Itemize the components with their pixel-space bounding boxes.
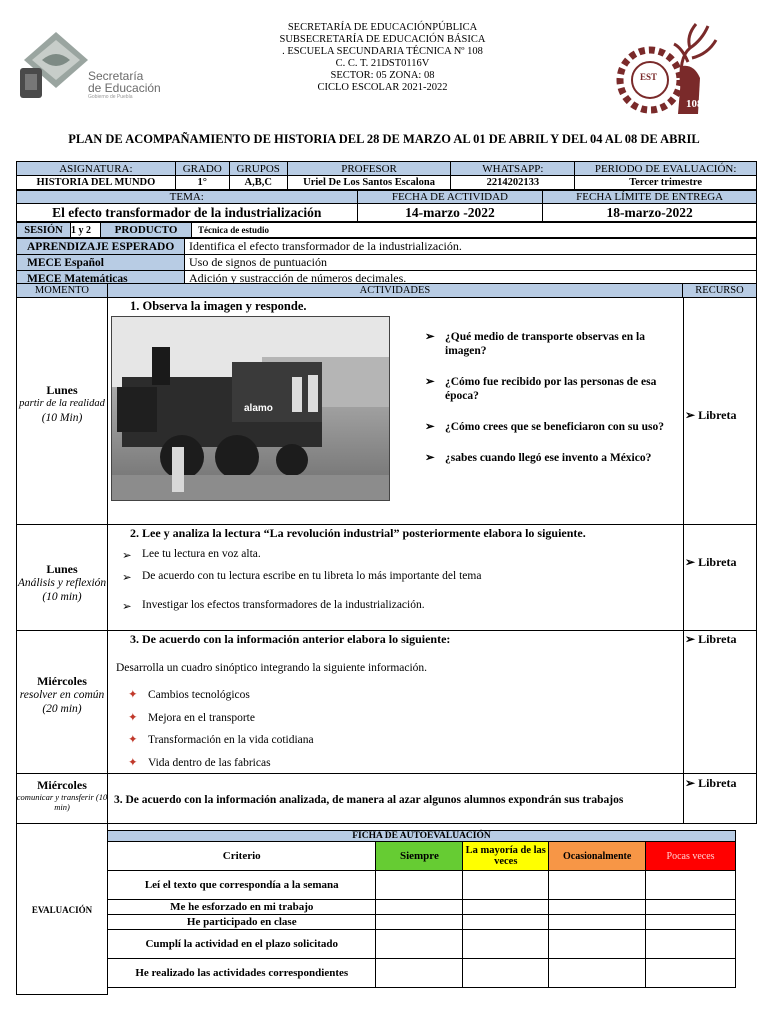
- list-item-text: Vida dentro de las fabricas: [148, 756, 271, 769]
- criterion-cell: Cumplí la actividad en el plazo solicitado: [108, 930, 376, 959]
- activity-3-recurso: ➢ Libreta: [685, 632, 737, 646]
- list-item: ✦ Vida dentro de las fabricas: [128, 756, 271, 769]
- activity-2-recurso: ➢ Libreta: [685, 555, 737, 569]
- question-item: ➢ ¿Qué medio de transporte observas en la imagen?: [425, 331, 645, 357]
- tema-value: El efecto transformador de la industrialización: [17, 204, 358, 222]
- info-table: [16, 161, 757, 190]
- activity-4-recurso: ➢ Libreta: [685, 776, 737, 790]
- row-divider: [16, 630, 757, 631]
- locomotive-photo: [111, 316, 390, 501]
- actividades-header: ACTIVIDADES: [107, 284, 682, 298]
- question-text: ¿sabes cuando llegó ese invento a México?: [445, 452, 652, 464]
- header-periodo: PERIODO DE EVALUACIÓN:: [575, 162, 757, 176]
- activity-3-momento: [16, 674, 108, 716]
- scale-ocasionalmente: Ocasionalmente: [549, 842, 646, 871]
- list-item: ✦ Mejora en el transporte: [128, 711, 255, 724]
- fecha-actividad-label: FECHA DE ACTIVIDAD: [357, 191, 543, 204]
- school-logo-number: 108: [686, 98, 703, 110]
- activity-2-title: 2. Lee y analiza la lectura “La revolución industrial” posteriormente elabora lo siguiente.: [130, 526, 586, 540]
- value-grupos: A,B,C: [229, 176, 287, 190]
- header-line-6: CICLO ESCOLAR 2021-2022: [317, 82, 448, 93]
- list-item: ➢ Lee tu lectura en voz alta.: [122, 548, 261, 562]
- activity-1-day: Lunes: [46, 383, 78, 397]
- criterion-cell: He realizado las actividades correspondientes: [108, 959, 376, 988]
- activities-header: [16, 283, 757, 298]
- header-line-3: . ESCUELA SECUNDARIA TÉCNICA Nº 108: [282, 46, 483, 57]
- mece-matematicas-value: Adición y sustracción de números decimales.: [185, 271, 757, 287]
- value-profesor: Uriel De Los Santos Escalona: [287, 176, 451, 190]
- producto-label: PRODUCTO: [101, 223, 192, 238]
- list-item: ➢ De acuerdo con tu lectura escribe en tu libreta lo más importante del tema: [122, 570, 482, 584]
- question-text: ¿Qué medio de transporte observas en la imagen?: [445, 331, 645, 357]
- sesion-table: [16, 222, 757, 238]
- header-line-1: SECRETARÍA DE EDUCACIÓNPÚBLICA: [287, 22, 478, 33]
- header-grupos: GRUPOS: [229, 162, 287, 176]
- deer-emblem-icon: [612, 18, 722, 123]
- value-grado: 1°: [175, 176, 229, 190]
- activity-2-momento: [16, 562, 108, 604]
- locomotive-name: alamo: [244, 403, 273, 414]
- list-item-text: Investigar los efectos transformadores de la industrialización.: [142, 599, 425, 611]
- activity-4-sub: comunicar y transferir (10 min): [16, 792, 108, 812]
- sep-logo: [18, 30, 168, 105]
- mece-espanol-label: MECE Español: [17, 255, 185, 271]
- activity-2-day: Lunes: [46, 562, 78, 576]
- activity-2-sub: Análisis y reflexión (10 min): [17, 577, 107, 603]
- activity-3-day: Miércoles: [37, 674, 87, 688]
- header-line-2: SUBSECRETARÍA DE EDUCACIÓN BÁSICA: [279, 34, 486, 45]
- mece-matematicas-label: MECE Matemáticas: [17, 271, 185, 287]
- header-asignatura: ASIGNATURA:: [17, 162, 176, 176]
- activity-1-time: (10 Min): [41, 412, 83, 424]
- header-line-5: SECTOR: 05 ZONA: 08: [330, 70, 435, 81]
- list-item-text: Lee tu lectura en voz alta.: [142, 548, 261, 560]
- bottom-border: [16, 994, 108, 995]
- ficha-title: FICHA DE AUTOEVALUACIÓN: [108, 831, 736, 842]
- criterio-header: Criterio: [108, 842, 376, 871]
- question-text: ¿Cómo crees que se beneficiaron con su uso?: [445, 421, 665, 433]
- activity-1-sub: partir de la realidad: [19, 398, 105, 409]
- tema-label: TEMA:: [17, 191, 358, 204]
- momento-header: MOMENTO: [17, 284, 108, 298]
- criterion-cell: He participado en clase: [108, 915, 376, 930]
- list-item-text: Transformación en la vida cotidiana: [148, 734, 314, 746]
- school-header: [230, 22, 535, 94]
- value-whatsapp: 2214202133: [451, 176, 575, 190]
- question-text: ¿Cómo fue recibido por las personas de esa época?: [445, 376, 657, 402]
- activity-3-sub: resolver en común (20 min): [19, 689, 105, 715]
- page-title: PLAN DE ACOMPAÑAMIENTO DE HISTORIA DEL 28 DE MARZO AL 01 DE ABRIL Y DEL 04 AL 08 DE ABRIL: [68, 132, 700, 146]
- header-line-4: C. C. T. 21DST0116V: [335, 58, 430, 69]
- recurso-text: Libreta: [698, 632, 737, 646]
- scale-siempre: Siempre: [376, 842, 463, 871]
- aprendizaje-label: APRENDIZAJE ESPERADO: [17, 239, 185, 255]
- list-item-text: Mejora en el transporte: [148, 711, 255, 724]
- evaluation-frame: [107, 824, 684, 995]
- list-item: ✦ Transformación en la vida cotidiana: [128, 734, 314, 746]
- criterion-cell: Leí el texto que correspondía a la semana: [108, 871, 376, 900]
- sep-logo-line3: Gobierno de Puebla: [88, 94, 133, 100]
- row-divider: [16, 823, 108, 824]
- value-periodo: Tercer trimestre: [575, 176, 757, 190]
- scale-mayoria: La mayoría de las veces: [463, 842, 549, 871]
- value-asignatura: HISTORIA DEL MUNDO: [17, 176, 176, 190]
- activity-2-list: [118, 548, 678, 611]
- list-item: ➢ Investigar los efectos transformadores de la industrialización.: [122, 599, 425, 613]
- activity-3-intro: Desarrolla un cuadro sinóptico integrando la siguiente información.: [116, 662, 428, 674]
- producto-value: Técnica de estudio: [192, 223, 757, 238]
- mece-espanol-value: Uso de signos de puntuación: [185, 255, 757, 271]
- sesion-value: 1 y 2: [71, 223, 101, 238]
- recurso-text: Libreta: [698, 555, 737, 569]
- fecha-actividad-value: 14-marzo -2022: [357, 204, 543, 222]
- row-divider: [16, 524, 757, 525]
- header-grado: GRADO: [175, 162, 229, 176]
- activity-1-recurso: ➢ Libreta: [685, 408, 737, 422]
- scale-pocas-veces: Pocas veces: [646, 842, 736, 871]
- activity-1-questions: [421, 330, 681, 465]
- tema-table: [16, 190, 757, 222]
- list-item-text: Cambios tecnológicos: [148, 689, 250, 701]
- header-whatsapp: WHATSAPP:: [451, 162, 575, 176]
- aprendizaje-value: Identifica el efecto transformador de la industrialización.: [185, 239, 757, 255]
- activity-1-title: 1. Observa la imagen y responde.: [130, 299, 307, 313]
- mece-table: [16, 238, 757, 287]
- sesion-label: SESIÓN: [17, 223, 71, 238]
- question-item: ➢ ¿sabes cuando llegó ese invento a México?: [425, 452, 652, 464]
- recurso-text: Libreta: [698, 408, 737, 422]
- activity-4-title: 3. De acuerdo con la información analizada, de manera al azar algunos alumnos expondrán sus trabajos: [114, 794, 624, 806]
- school-logo: [612, 18, 722, 123]
- fecha-limite-value: 18-marzo-2022: [543, 204, 757, 222]
- criterion-cell: Me he esforzado en mi trabajo: [108, 900, 376, 915]
- sep-logo-line2: de Educación: [88, 81, 161, 95]
- evaluation-label: EVALUACIÓN: [31, 905, 93, 915]
- question-item: ➢ ¿Cómo crees que se beneficiaron con su uso?: [425, 421, 665, 433]
- header-profesor: PROFESOR: [287, 162, 451, 176]
- activity-4-day: Miércoles: [37, 778, 87, 792]
- school-logo-est: EST: [640, 72, 658, 82]
- fecha-limite-label: FECHA LÍMITE DE ENTREGA: [543, 191, 757, 204]
- activity-3-title: 3. De acuerdo con la información anterior elabora lo siguiente:: [130, 632, 451, 646]
- activity-1-momento: [16, 383, 108, 425]
- recurso-header: RECURSO: [683, 284, 757, 298]
- activity-3-list: [124, 684, 624, 774]
- list-item-text: De acuerdo con tu lectura escribe en tu libreta lo más importante del tema: [142, 570, 482, 582]
- list-item: ✦ Cambios tecnológicos: [128, 689, 250, 701]
- question-item: ➢ ¿Cómo fue recibido por las personas de esa época?: [425, 376, 657, 402]
- activity-4-momento: [16, 778, 108, 812]
- sep-logo-line1: Secretaría: [88, 69, 144, 83]
- recurso-text: Libreta: [698, 776, 737, 790]
